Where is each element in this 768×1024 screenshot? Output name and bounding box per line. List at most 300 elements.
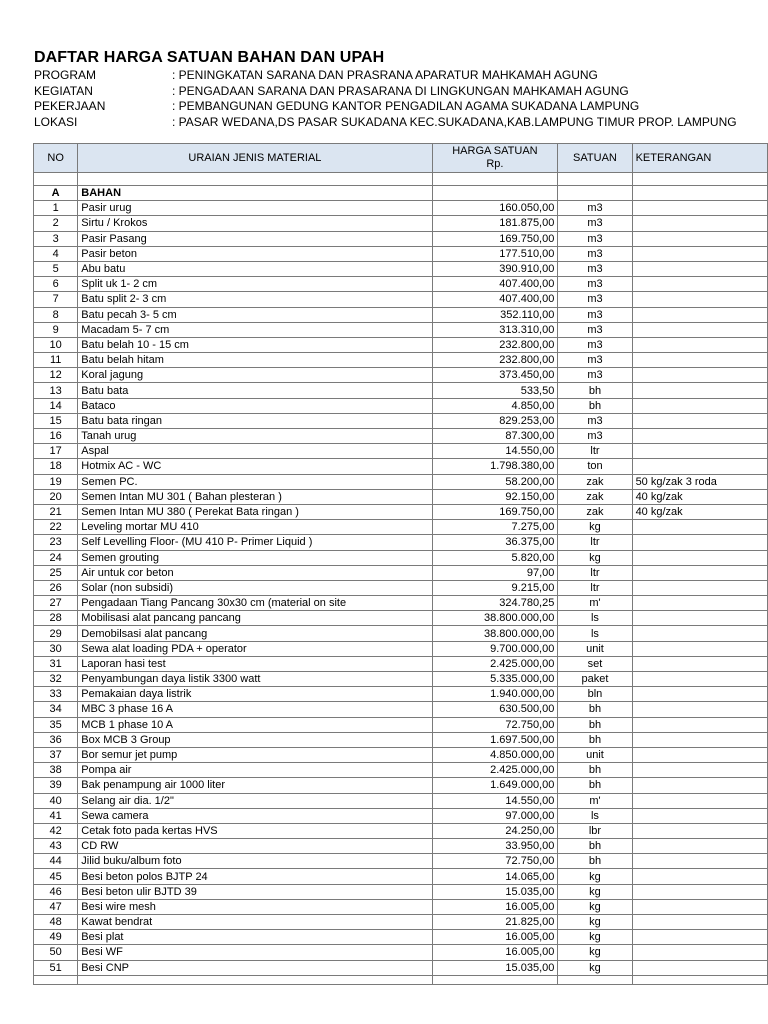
material-name: Besi beton polos BJTP 24	[78, 869, 432, 884]
blank-cell	[432, 186, 558, 201]
unit-price: 324.780,25	[432, 596, 558, 611]
remarks	[632, 732, 767, 747]
remarks	[632, 854, 767, 869]
table-row	[34, 641, 768, 656]
material-name: Abu batu	[78, 261, 432, 276]
table-row	[34, 535, 768, 550]
unit: zak	[558, 504, 632, 519]
remarks	[632, 747, 767, 762]
unit: m3	[558, 277, 632, 292]
table-row	[34, 960, 768, 975]
table-row	[34, 839, 768, 854]
remarks	[632, 413, 767, 428]
header-price-line2: Rp.	[486, 158, 504, 170]
material-name: Besi WF	[78, 945, 432, 960]
table-row	[34, 884, 768, 899]
unit: m3	[558, 353, 632, 368]
unit-price: 1.940.000,00	[432, 687, 558, 702]
unit: ls	[558, 626, 632, 641]
blank-cell	[632, 173, 767, 186]
material-name: Sewa alat loading PDA + operator	[78, 641, 432, 656]
unit-price: 181.875,00	[432, 216, 558, 231]
material-name: Selang air dia. 1/2"	[78, 793, 432, 808]
material-name: Air untuk cor beton	[78, 565, 432, 580]
remarks	[632, 687, 767, 702]
unit-price: 97,00	[432, 565, 558, 580]
unit: kg	[558, 899, 632, 914]
row-number: 50	[34, 945, 78, 960]
material-name: Semen Intan MU 380 ( Perekat Bata ringan )	[78, 504, 432, 519]
material-name: Pengadaan Tiang Pancang 30x30 cm (material on site	[78, 596, 432, 611]
table-row	[34, 322, 768, 337]
material-name: Sirtu / Krokos	[78, 216, 432, 231]
row-number: 13	[34, 383, 78, 398]
unit: m3	[558, 307, 632, 322]
material-name: Kawat bendrat	[78, 915, 432, 930]
row-number: 29	[34, 626, 78, 641]
remarks	[632, 960, 767, 975]
unit: m3	[558, 216, 632, 231]
row-number: 14	[34, 398, 78, 413]
row-number: 51	[34, 960, 78, 975]
unit-price: 72.750,00	[432, 717, 558, 732]
table-row	[34, 489, 768, 504]
material-name: Jilid buku/album foto	[78, 854, 432, 869]
remarks	[632, 383, 767, 398]
unit-price: 14.550,00	[432, 793, 558, 808]
unit: m'	[558, 793, 632, 808]
material-name: Besi beton ulir BJTD 39	[78, 884, 432, 899]
remarks: 50 kg/zak 3 roda	[632, 474, 767, 489]
material-name: MCB 1 phase 10 A	[78, 717, 432, 732]
remarks	[632, 550, 767, 565]
unit-price: 177.510,00	[432, 246, 558, 261]
material-name: Batu split 2- 3 cm	[78, 292, 432, 307]
blank-cell	[558, 186, 632, 201]
table-row	[34, 292, 768, 307]
meta-row-lokasi	[34, 115, 737, 131]
section-label: BAHAN	[78, 186, 432, 201]
material-name: Pasir urug	[78, 201, 432, 216]
table-row	[34, 763, 768, 778]
section-code: A	[34, 186, 78, 201]
unit: zak	[558, 474, 632, 489]
unit-price: 16.005,00	[432, 899, 558, 914]
header-unit-price	[432, 144, 558, 173]
row-number: 4	[34, 246, 78, 261]
row-number: 2	[34, 216, 78, 231]
blank-cell	[632, 975, 767, 984]
unit-price: 829.253,00	[432, 413, 558, 428]
remarks	[632, 580, 767, 595]
table-row	[34, 672, 768, 687]
unit: ltr	[558, 444, 632, 459]
unit: paket	[558, 672, 632, 687]
unit: bh	[558, 398, 632, 413]
unit-price: 169.750,00	[432, 231, 558, 246]
unit-price: 15.035,00	[432, 884, 558, 899]
unit-price: 21.825,00	[432, 915, 558, 930]
remarks	[632, 246, 767, 261]
table-row	[34, 383, 768, 398]
row-number: 47	[34, 899, 78, 914]
unit-price: 14.550,00	[432, 444, 558, 459]
material-name: Macadam 5- 7 cm	[78, 322, 432, 337]
row-number: 11	[34, 353, 78, 368]
remarks	[632, 565, 767, 580]
table-header-row	[34, 144, 768, 173]
table-row	[34, 474, 768, 489]
header-price-line1: HARGA SATUAN	[452, 145, 538, 157]
unit: bh	[558, 839, 632, 854]
unit: m3	[558, 246, 632, 261]
material-name: Pasir beton	[78, 246, 432, 261]
meta-label: LOKASI	[34, 114, 78, 129]
blank-cell	[78, 173, 432, 186]
unit: lbr	[558, 823, 632, 838]
material-name: Semen grouting	[78, 550, 432, 565]
row-number: 28	[34, 611, 78, 626]
material-name: Pemakaian daya listrik	[78, 687, 432, 702]
unit: unit	[558, 641, 632, 656]
remarks	[632, 702, 767, 717]
unit-price: 16.005,00	[432, 945, 558, 960]
row-number: 21	[34, 504, 78, 519]
page-title: DAFTAR HARGA SATUAN BAHAN DAN UPAH	[34, 49, 385, 66]
price-table	[33, 143, 768, 985]
section-row	[34, 186, 768, 201]
remarks	[632, 261, 767, 276]
unit-price: 92.150,00	[432, 489, 558, 504]
remarks	[632, 793, 767, 808]
material-name: Aspal	[78, 444, 432, 459]
table-row	[34, 596, 768, 611]
row-number: 34	[34, 702, 78, 717]
material-name: Cetak foto pada kertas HVS	[78, 823, 432, 838]
material-name: Besi wire mesh	[78, 899, 432, 914]
table-row	[34, 261, 768, 276]
meta-label: PEKERJAAN	[34, 99, 106, 113]
material-name: Batu belah 10 - 15 cm	[78, 337, 432, 352]
row-number: 7	[34, 292, 78, 307]
unit: bh	[558, 717, 632, 732]
unit-price: 313.310,00	[432, 322, 558, 337]
table-body	[34, 173, 768, 985]
meta-row-program	[34, 68, 737, 84]
table-row	[34, 899, 768, 914]
unit: m'	[558, 596, 632, 611]
table-row	[34, 550, 768, 565]
table-row	[34, 337, 768, 352]
material-name: Demobilsasi alat pancang	[78, 626, 432, 641]
row-number: 8	[34, 307, 78, 322]
table-row	[34, 915, 768, 930]
blank-cell	[34, 173, 78, 186]
table-row	[34, 687, 768, 702]
row-number: 19	[34, 474, 78, 489]
remarks	[632, 641, 767, 656]
unit-price: 9.700.000,00	[432, 641, 558, 656]
remarks	[632, 884, 767, 899]
table-row	[34, 504, 768, 519]
remarks	[632, 277, 767, 292]
remarks	[632, 778, 767, 793]
unit-price: 38.800.000,00	[432, 626, 558, 641]
material-name: Hotmix AC - WC	[78, 459, 432, 474]
table-row	[34, 398, 768, 413]
material-name: Penyambungan daya listik 3300 watt	[78, 672, 432, 687]
meta-label: KEGIATAN	[34, 83, 93, 98]
header-no: NO	[34, 144, 78, 173]
table-row	[34, 565, 768, 580]
table-row	[34, 353, 768, 368]
remarks	[632, 763, 767, 778]
table-row	[34, 869, 768, 884]
meta-row-kegiatan	[34, 84, 737, 100]
blank-cell	[432, 975, 558, 984]
row-number: 10	[34, 337, 78, 352]
unit: ltr	[558, 535, 632, 550]
remarks	[632, 596, 767, 611]
remarks	[632, 459, 767, 474]
remarks	[632, 945, 767, 960]
unit-price: 87.300,00	[432, 429, 558, 444]
unit: set	[558, 656, 632, 671]
row-number: 15	[34, 413, 78, 428]
table-row	[34, 656, 768, 671]
material-name: Batu bata ringan	[78, 413, 432, 428]
row-number: 18	[34, 459, 78, 474]
remarks	[632, 672, 767, 687]
material-name: Besi CNP	[78, 960, 432, 975]
material-name: Besi plat	[78, 930, 432, 945]
row-number: 26	[34, 580, 78, 595]
meta-value: : PENGADAAN SARANA DAN PRASARANA DI LINGKUNGAN MAHKAMAH AGUNG	[172, 83, 629, 98]
unit-price: 7.275,00	[432, 520, 558, 535]
row-number: 48	[34, 915, 78, 930]
unit: m3	[558, 337, 632, 352]
unit: m3	[558, 322, 632, 337]
unit-price: 9.215,00	[432, 580, 558, 595]
row-number: 41	[34, 808, 78, 823]
material-name: Mobilisasi alat pancang pancang	[78, 611, 432, 626]
material-name: Batu pecah 3- 5 cm	[78, 307, 432, 322]
unit: bh	[558, 778, 632, 793]
unit: ton	[558, 459, 632, 474]
table-row	[34, 778, 768, 793]
meta-value: : PENINGKATAN SARANA DAN PRASRANA APARATUR MAHKAMAH AGUNG	[172, 68, 598, 82]
unit-price: 169.750,00	[432, 504, 558, 519]
blank-cell	[78, 975, 432, 984]
row-number: 46	[34, 884, 78, 899]
remarks: 40 kg/zak	[632, 504, 767, 519]
material-name: Batu belah hitam	[78, 353, 432, 368]
table-row	[34, 231, 768, 246]
table-row	[34, 611, 768, 626]
meta-value: : PEMBANGUNAN GEDUNG KANTOR PENGADILAN AGAMA SUKADANA LAMPUNG	[172, 99, 640, 113]
row-number: 1	[34, 201, 78, 216]
table-row	[34, 413, 768, 428]
table-row	[34, 277, 768, 292]
unit: kg	[558, 520, 632, 535]
meta-value: : PASAR WEDANA,DS PASAR SUKADANA KEC.SUKADANA,KAB.LAMPUNG TIMUR PROP. LAMPUNG	[172, 114, 737, 129]
unit: bh	[558, 854, 632, 869]
material-name: Batu bata	[78, 383, 432, 398]
document-meta	[34, 68, 737, 130]
meta-row-pekerjaan	[34, 99, 737, 115]
unit-price: 5.820,00	[432, 550, 558, 565]
unit-price: 533,50	[432, 383, 558, 398]
unit: m3	[558, 261, 632, 276]
unit-price: 5.335.000,00	[432, 672, 558, 687]
header-remarks: KETERANGAN	[632, 144, 767, 173]
table-row	[34, 854, 768, 869]
row-number: 17	[34, 444, 78, 459]
row-number: 32	[34, 672, 78, 687]
unit: bh	[558, 702, 632, 717]
row-number: 31	[34, 656, 78, 671]
remarks	[632, 520, 767, 535]
remarks	[632, 717, 767, 732]
table-row	[34, 307, 768, 322]
blank-cell	[34, 975, 78, 984]
blank-cell	[558, 975, 632, 984]
remarks	[632, 535, 767, 550]
unit: m3	[558, 413, 632, 428]
unit-price: 1.649.000,00	[432, 778, 558, 793]
remarks	[632, 307, 767, 322]
unit-price: 390.910,00	[432, 261, 558, 276]
row-number: 27	[34, 596, 78, 611]
remarks	[632, 216, 767, 231]
material-name: Laporan hasi test	[78, 656, 432, 671]
row-number: 36	[34, 732, 78, 747]
table-row	[34, 823, 768, 838]
table-row	[34, 216, 768, 231]
unit: kg	[558, 915, 632, 930]
row-number: 22	[34, 520, 78, 535]
unit-price: 38.800.000,00	[432, 611, 558, 626]
remarks	[632, 823, 767, 838]
unit-price: 36.375,00	[432, 535, 558, 550]
row-number: 45	[34, 869, 78, 884]
header-unit: SATUAN	[558, 144, 632, 173]
row-number: 25	[34, 565, 78, 580]
table-row	[34, 580, 768, 595]
unit: ls	[558, 611, 632, 626]
unit: m3	[558, 429, 632, 444]
table-row	[34, 368, 768, 383]
unit-price: 4.850,00	[432, 398, 558, 413]
table-row	[34, 459, 768, 474]
unit-price: 16.005,00	[432, 930, 558, 945]
table-row	[34, 793, 768, 808]
unit: ltr	[558, 580, 632, 595]
unit: bh	[558, 383, 632, 398]
table-row	[34, 702, 768, 717]
row-number: 38	[34, 763, 78, 778]
row-number: 33	[34, 687, 78, 702]
row-number: 42	[34, 823, 78, 838]
remarks	[632, 398, 767, 413]
material-name: Box MCB 3 Group	[78, 732, 432, 747]
row-number: 5	[34, 261, 78, 276]
table-row	[34, 201, 768, 216]
table-row	[34, 717, 768, 732]
unit: bh	[558, 763, 632, 778]
material-name: Pasir Pasang	[78, 231, 432, 246]
remarks	[632, 915, 767, 930]
remarks	[632, 337, 767, 352]
unit-price: 72.750,00	[432, 854, 558, 869]
unit: m3	[558, 292, 632, 307]
unit-price: 407.400,00	[432, 277, 558, 292]
table-row	[34, 246, 768, 261]
material-name: Semen PC.	[78, 474, 432, 489]
table-row	[34, 429, 768, 444]
blank-row	[34, 173, 768, 186]
unit-price: 352.110,00	[432, 307, 558, 322]
remarks	[632, 201, 767, 216]
blank-cell	[432, 173, 558, 186]
row-number: 30	[34, 641, 78, 656]
table-row	[34, 732, 768, 747]
table-row	[34, 747, 768, 762]
unit: bln	[558, 687, 632, 702]
table-row	[34, 930, 768, 945]
table-row	[34, 626, 768, 641]
unit-price: 630.500,00	[432, 702, 558, 717]
unit-price: 1.697.500,00	[432, 732, 558, 747]
material-name: Sewa camera	[78, 808, 432, 823]
row-number: 20	[34, 489, 78, 504]
material-name: CD RW	[78, 839, 432, 854]
unit: kg	[558, 884, 632, 899]
unit-price: 232.800,00	[432, 337, 558, 352]
row-number: 37	[34, 747, 78, 762]
remarks	[632, 869, 767, 884]
row-number: 9	[34, 322, 78, 337]
unit-price: 2.425.000,00	[432, 656, 558, 671]
unit-price: 407.400,00	[432, 292, 558, 307]
unit: m3	[558, 368, 632, 383]
header-description: URAIAN JENIS MATERIAL	[78, 144, 432, 173]
remarks	[632, 444, 767, 459]
meta-label: PROGRAM	[34, 68, 97, 82]
material-name: Koral jagung	[78, 368, 432, 383]
row-number: 12	[34, 368, 78, 383]
table-row	[34, 808, 768, 823]
unit: kg	[558, 945, 632, 960]
row-number: 40	[34, 793, 78, 808]
unit: kg	[558, 960, 632, 975]
unit-price: 160.050,00	[432, 201, 558, 216]
unit: zak	[558, 489, 632, 504]
unit: ls	[558, 808, 632, 823]
unit: m3	[558, 201, 632, 216]
unit-price: 33.950,00	[432, 839, 558, 854]
material-name: Split uk 1- 2 cm	[78, 277, 432, 292]
table-row	[34, 520, 768, 535]
unit-price: 4.850.000,00	[432, 747, 558, 762]
material-name: Bataco	[78, 398, 432, 413]
material-name: Bor semur jet pump	[78, 747, 432, 762]
unit: kg	[558, 550, 632, 565]
row-number: 39	[34, 778, 78, 793]
remarks	[632, 611, 767, 626]
material-name: Tanah urug	[78, 429, 432, 444]
row-number: 16	[34, 429, 78, 444]
